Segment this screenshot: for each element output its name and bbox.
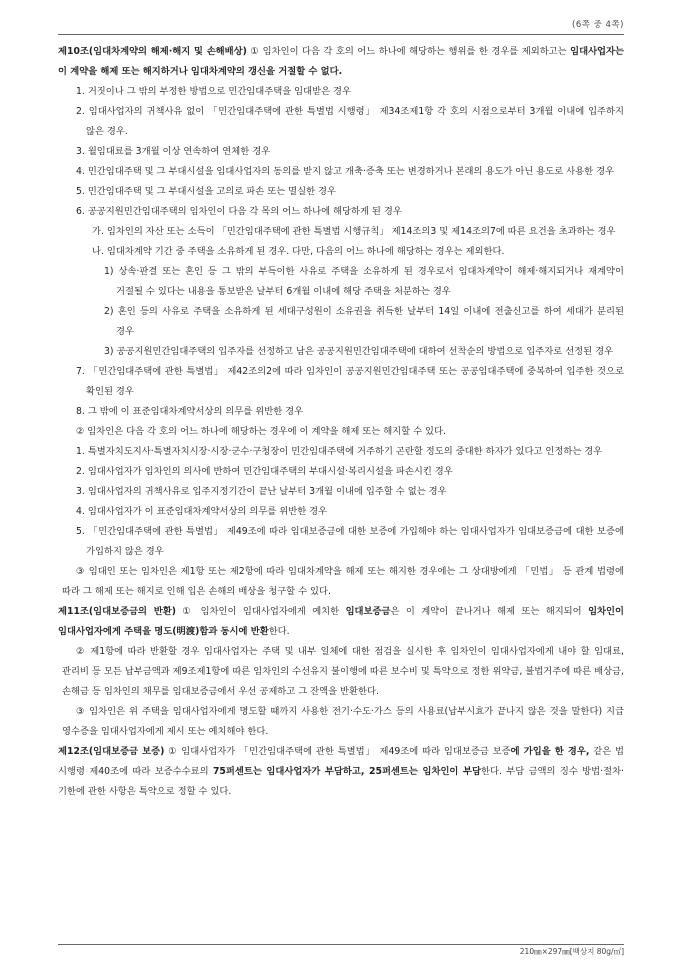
list-item: 8. 그 밖에 이 표준임대차계약서상의 의무를 위반한 경우 (76, 406, 304, 417)
list-item: 1. 특별자치도지사·특별자치시장·시장·군수·구청장이 민간임대주택에 거주하기 곤란할 정도의 중대한 하자가 있다고 인정하는 경우 (76, 446, 603, 457)
article-11-text: 은 이 계약이 끝나거나 해제 또는 해지되어 (390, 606, 589, 617)
sub-sub-list-item: 2) 혼인 등의 사유로 주택을 소유하게 된 세대구성원이 소유권을 취득한 날부터 14일 이내에 전출신고를 하여 세대가 분리된 경우 (104, 306, 624, 337)
article-10-paragraph-3: ③ 임대인 또는 임차인은 제1항 또는 제2항에 따라 임대차계약을 해제 또는 해지한 경우에는 그 상대방에게 「민법」 등 관계 법령에 따라 그 해제 또는 해지로 인해 입은 손해의 배상을 청구할 수 있다. (62, 566, 624, 597)
article-12-text: 같은 법 시행령 제40조에 따라 보증수수료의 (58, 746, 625, 777)
paper-spec-footer: 210㎜×297㎜[백상지 80g/㎡] (519, 947, 624, 956)
sub-sub-list-item: 1) 상속·판결 또는 혼인 등 그 밖의 부득이한 사유로 주택을 소유하게 된 경우로서 임대차계약이 해제·해지되거나 재계약이 거절될 수 있다는 내용을 통보받은 날부터 6개월 이내에 해당 주택을 처분하는 경우 (104, 266, 624, 297)
list-item: 7. 「민간임대주택에 관한 특별법」 제42조의2에 따라 임차인이 공공지원민간임대주택 또는 공공임대주택에 중복하여 입주한 것으로 확인된 경우 (76, 366, 624, 397)
article-12-paragraph-1 (58, 742, 624, 802)
list-item: 3. 임대사업자의 귀책사유로 입주지정기간이 끝난 날부터 3개월 이내에 입주할 수 없는 경우 (76, 486, 447, 497)
article-10-paragraph-1 (58, 42, 624, 82)
list-item: 1. 거짓이나 그 밖의 부정한 방법으로 민간임대주택을 임대받은 경우 (76, 86, 351, 97)
list-item: 3. 월임대료를 3개월 이상 연속하여 연체한 경우 (76, 146, 271, 157)
article-11-paragraph-2: ② 제1항에 따라 반환할 경우 임대사업자는 주택 및 내부 일체에 대한 점검을 실시한 후 임차인이 임대사업자에게 내야 할 임대료, 관리비 등 모든 납부금액과 제9조제1항에 따른 임차인의 수선유지 불이행에 따른 보수비 및 특약으로 정한 위약금, 불법거주에 따른 배상금, 손해금 등 임차인의 채무를 임대보증금에서 우선 공제하고 그 잔액을 반환한다. (62, 646, 624, 697)
list-item: 2. 임대사업자가 임차인의 의사에 반하여 민간임대주택의 부대시설·복리시설을 파손시킨 경우 (76, 466, 453, 477)
list-item: 5. 민간임대주택 및 그 부대시설을 고의로 파손 또는 멸실한 경우 (76, 186, 336, 197)
article-11-paragraph-3: ③ 임차인은 위 주택을 임대사업자에게 명도할 때까지 사용한 전기·수도·가스 등의 사용료(납부시효가 끝나지 않은 것을 말한다) 지급 영수증을 임대사업자에게 제시 또는 예치해야 한다. (62, 706, 624, 737)
article-10-text: ① 임차인이 다음 각 호의 어느 하나에 해당하는 행위를 한 경우를 제외하고는 (246, 46, 571, 57)
top-divider (58, 34, 624, 35)
article-12-emphasis: 에 가입을 한 경우, (510, 746, 590, 757)
article-12-text: ① 임대사업자가 「민간임대주택에 관한 특별법」 제49조에 따라 임대보증금 보증 (164, 746, 511, 757)
article-10-emphasis: 임대사업자는 이 계약을 해제 또는 해지하거나 임대차계약의 갱신을 거절할 수 없다. (58, 46, 624, 77)
list-item: 2. 임대사업자의 귀책사유 없이 「민간임대주택에 관한 특별법 시행령」 제34조제1항 각 호의 시점으로부터 3개월 이내에 입주하지 않은 경우. (76, 106, 624, 137)
article-11-text: 한다. (268, 626, 290, 637)
article-11-text: ① 임차인이 임대사업자에게 예치한 (175, 606, 346, 617)
sub-list-item: 나. 임대차계약 기간 중 주택을 소유하게 된 경우. 다만, 다음의 어느 하나에 해당하는 경우는 제외한다. (92, 246, 505, 257)
article-12-emphasis: 75퍼센트는 임대사업자가 부담하고, 25퍼센트는 임차인이 부담 (212, 766, 482, 777)
article-12-text: 한다. 부담 금액의 징수 방법·절차·기한에 관한 사항은 특약으로 정할 수 있다. (58, 766, 625, 797)
article-11-emphasis: 임차인이 임대사업자에게 주택을 명도(明渡)함과 동시에 반환 (58, 606, 624, 637)
article-10-title: 제10조(임대차계약의 해제·해지 및 손해배상) (58, 46, 247, 57)
bottom-divider (58, 944, 624, 945)
list-item: 4. 임대사업자가 이 표준임대차계약서상의 의무를 위반한 경우 (76, 506, 328, 517)
sub-list-item: 가. 임차인의 자산 또는 소득이 「민간임대주택에 관한 특별법 시행규칙」 제14조의3 및 제14조의7에 따른 요건을 초과하는 경우 (92, 226, 616, 237)
article-11-paragraph-1 (58, 602, 624, 642)
list-item: 4. 민간임대주택 및 그 부대시설을 임대사업자의 동의를 받지 않고 개축·증축 또는 변경하거나 본래의 용도가 아닌 용도로 사용한 경우 (76, 166, 615, 177)
contract-body (58, 42, 624, 802)
list-item: 5. 「민간임대주택에 관한 특별법」 제49조에 따라 임대보증금에 대한 보증에 가입해야 하는 임대사업자가 임대보증금에 대한 보증에 가입하지 않은 경우 (76, 526, 624, 557)
list-item: 6. 공공지원민간임대주택의 임차인이 다음 각 목의 어느 하나에 해당하게 된 경우 (76, 206, 402, 217)
article-10-paragraph-2: ② 임차인은 다음 각 호의 어느 하나에 해당하는 경우에 이 계약을 해제 또는 해지할 수 있다. (76, 426, 446, 437)
article-11-title: 제11조(임대보증금의 반환) (58, 606, 176, 617)
article-11-emphasis: 임대보증금 (345, 606, 391, 617)
page-number: (6쪽 중 4쪽) (572, 20, 624, 30)
article-12-title: 제12조(임대보증금 보증) (58, 746, 165, 757)
sub-sub-list-item: 3) 공공지원민간임대주택의 입주자를 선정하고 남은 공공지원민간임대주택에 대하여 선착순의 방법으로 입주자로 선정된 경우 (104, 346, 614, 357)
